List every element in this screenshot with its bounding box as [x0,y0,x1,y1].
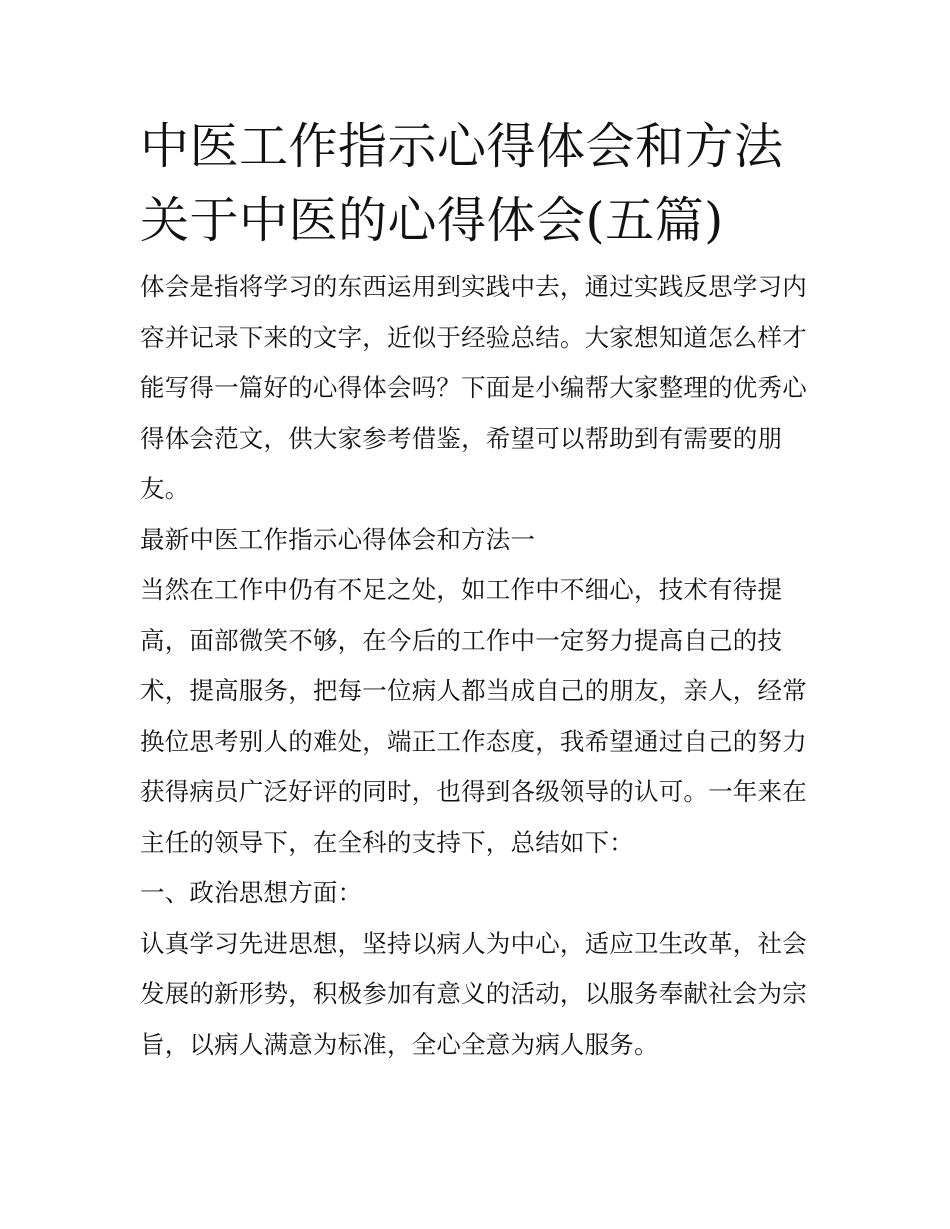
section-heading: 最新中医工作指示心得体会和方法一 [140,524,536,554]
document-title [140,110,820,258]
document-page [140,110,820,1070]
title-line-1: 中医工作指示心得体会和方法 [140,118,784,175]
subsection-heading: 一、政治思想方面： [140,878,363,907]
body-paragraph: 认真学习先进思想，坚持以病人为中心，适应卫生改革，社会发展的新形势，积极参加有意义的活动，以服务奉献社会为宗旨，以病人满意为标准，全心全意为病人服务。 [140,928,807,1059]
body-paragraph: 当然在工作中仍有不足之处，如工作中不细心，技术有待提高，面部微笑不够，在今后的工作中一定努力提高自己的技术，提高服务，把每一位病人都当成自己的朋友，亲人，经常换位思考别人的难处，端正工作态度，我希望通过自己的努力获得病员广泛好评的同时，也得到各级领导的认可。一年来在主任的领导下，在全科的支持下，总结如下： [140,575,807,857]
intro-paragraph: 体会是指将学习的东西运用到实践中去，通过实践反思学习内容并记录下来的文字，近似于经验总结。大家想知道怎么样才能写得一篇好的心得体会吗？下面是小编帮大家整理的优秀心得体会范文，供大家参考借鉴，希望可以帮助到有需要的朋友。 [140,272,807,503]
title-line-2: 关于中医的心得体会(五篇) [140,192,724,249]
